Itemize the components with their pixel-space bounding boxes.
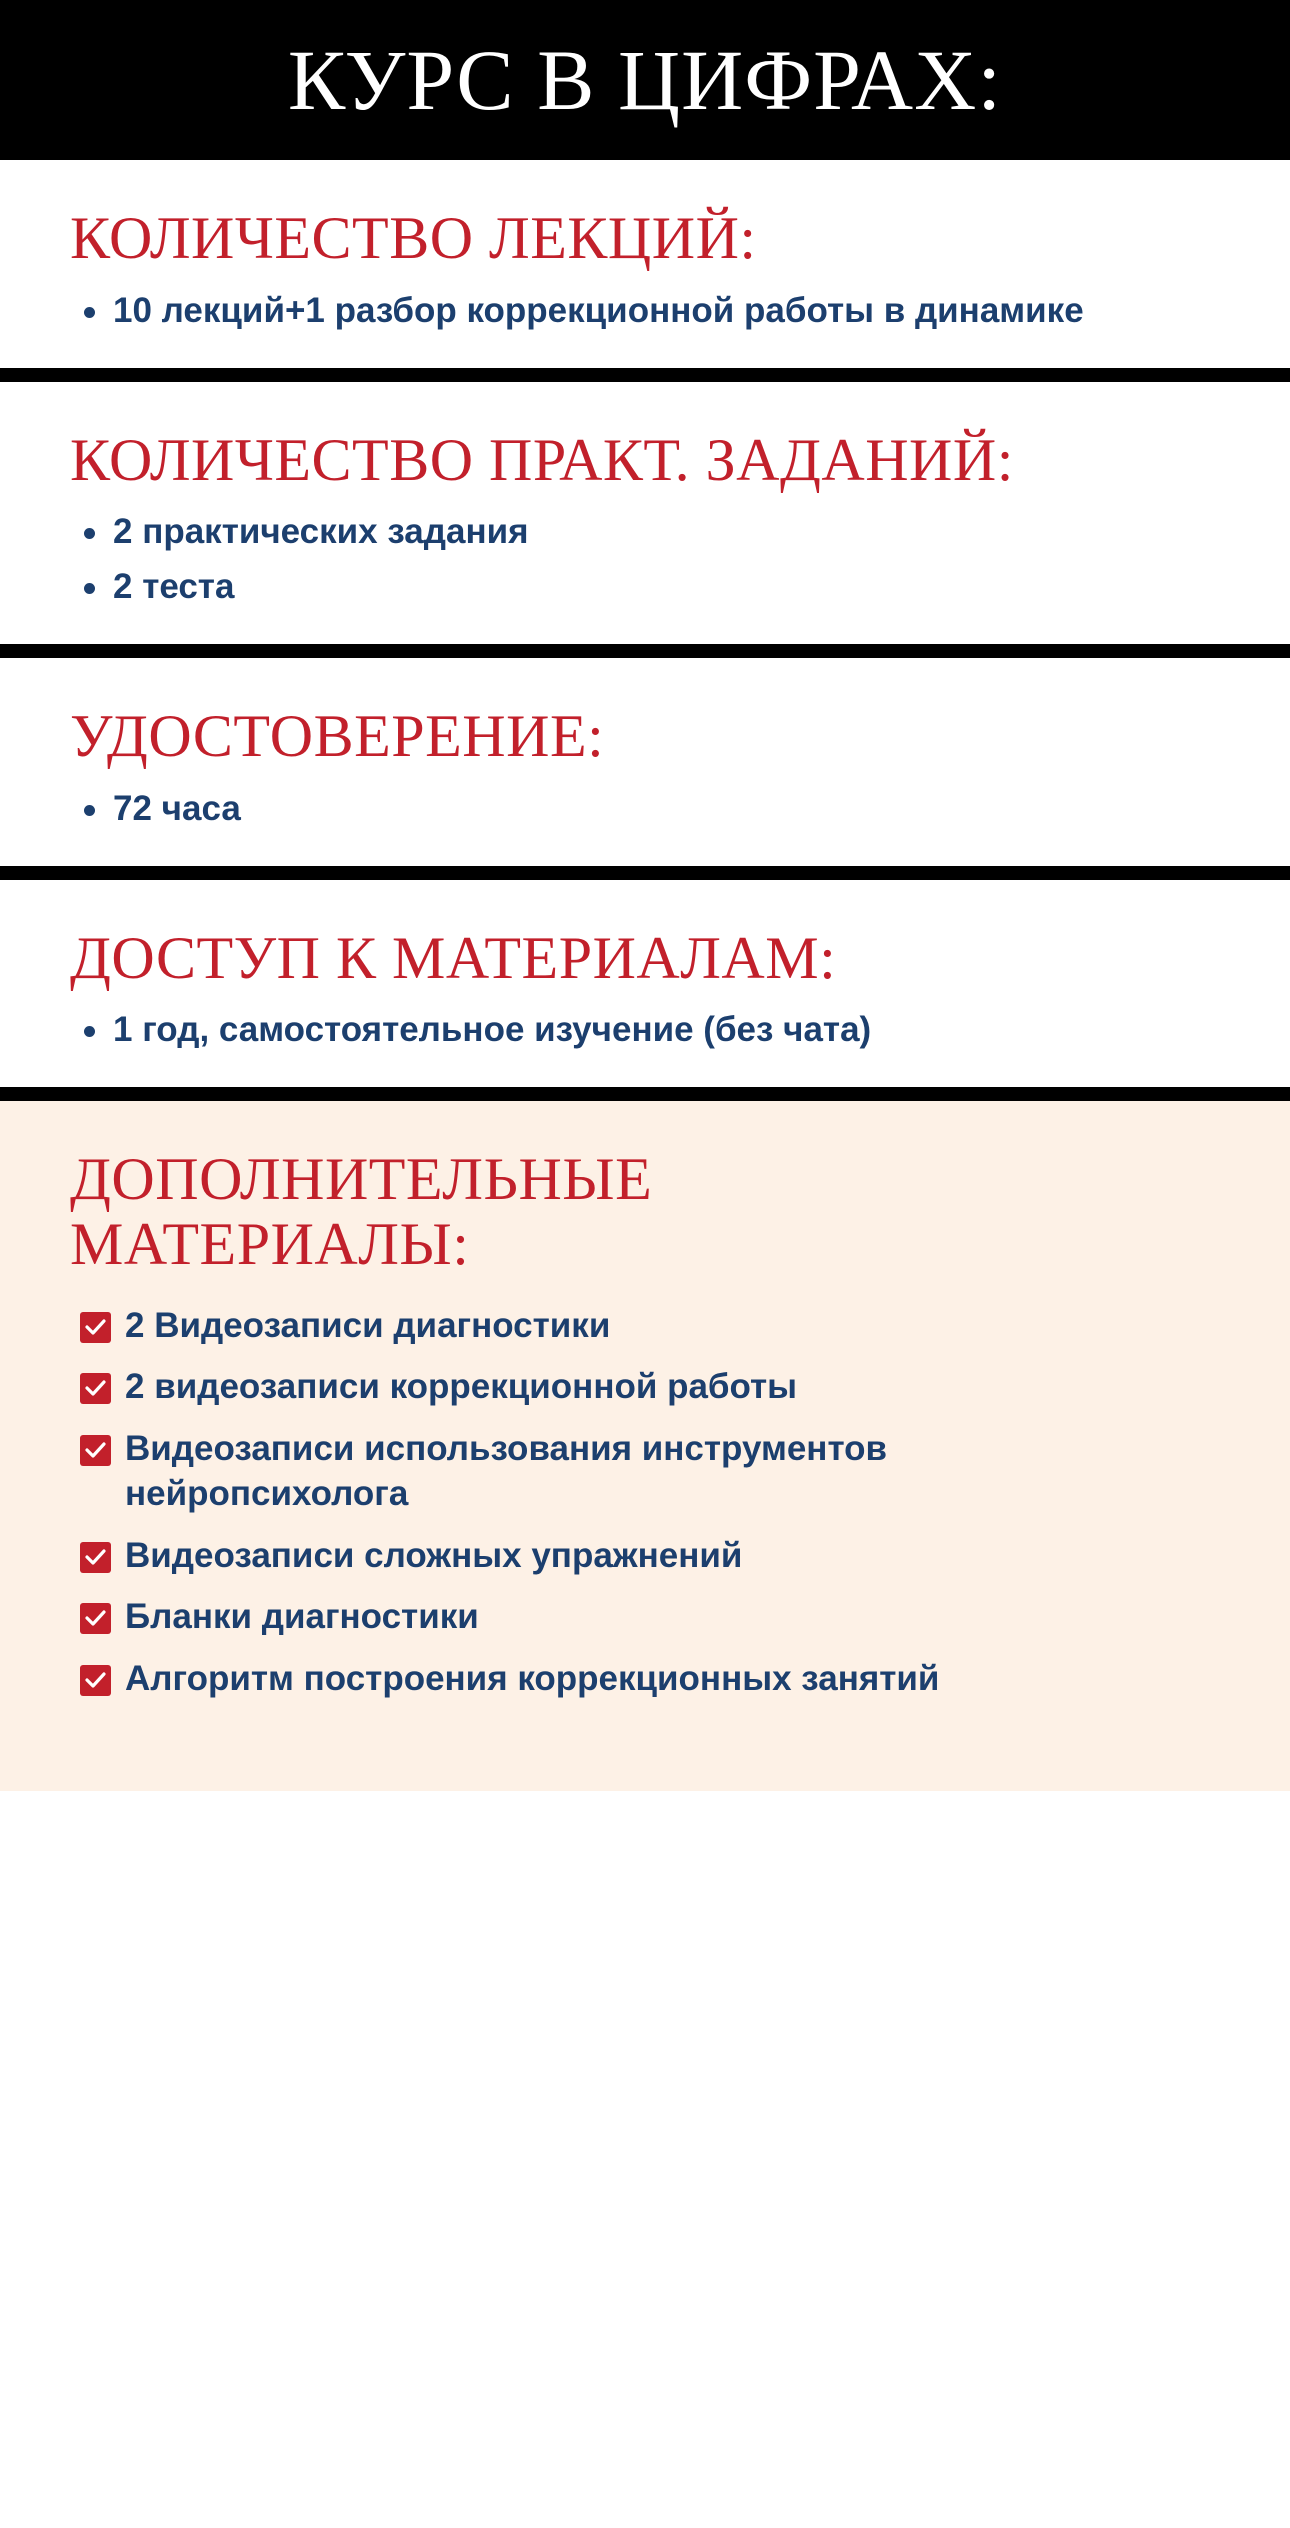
list-item-label: 1 год, самостоятельное изучение (без чата): [113, 1010, 872, 1050]
section-certificate: [0, 658, 1290, 866]
bullet-dot-icon: [84, 805, 95, 816]
list-item-label: Алгоритм построения коррекционных занятий: [125, 1658, 940, 1698]
check-icon: [80, 1312, 111, 1343]
list-item: [70, 1594, 1220, 1640]
section-lectures-count: [0, 160, 1290, 368]
section-title: УДОСТОВЕРЕНИЕ:: [70, 702, 605, 769]
list-item-label: Видеозаписи использования инструментов нейропсихолога: [125, 1428, 888, 1514]
list-item-label: 72 часа: [113, 788, 241, 828]
list-item-label: 2 видеозаписи коррекционной работы: [125, 1367, 798, 1407]
bullet-dot-icon: [84, 307, 95, 318]
check-icon: [80, 1542, 111, 1573]
section-practice-count: [0, 382, 1290, 644]
bullet-list: [70, 1008, 1220, 1053]
list-item: [70, 1008, 1220, 1053]
list-item: [70, 289, 1220, 334]
section-title: [70, 1147, 1220, 1277]
list-item-label: Бланки диагностики: [125, 1597, 479, 1637]
list-item-label: 2 теста: [113, 567, 235, 607]
check-icon: [80, 1373, 111, 1404]
section-title-line2: МАТЕРИАЛЫ:: [70, 1210, 470, 1277]
bullet-list: [70, 510, 1220, 610]
check-icon: [80, 1603, 111, 1634]
list-item: [70, 1426, 1220, 1517]
divider: [0, 644, 1290, 658]
list-item: [70, 1656, 1220, 1702]
check-icon: [80, 1665, 111, 1696]
list-item: [70, 787, 1220, 832]
divider: [0, 368, 1290, 382]
list-item: [70, 565, 1220, 610]
bullet-list: [70, 289, 1220, 334]
bullet-dot-icon: [84, 1026, 95, 1037]
list-item: [70, 1364, 1220, 1410]
section-title-line1: ДОПОЛНИТЕЛЬНЫЕ: [70, 1146, 653, 1213]
bullet-dot-icon: [84, 528, 95, 539]
divider: [0, 866, 1290, 880]
page-title: КУРС В ЦИФРАХ:: [287, 32, 1003, 128]
header-banner: [0, 0, 1290, 160]
bullet-list: [70, 787, 1220, 832]
section-title: ДОСТУП К МАТЕРИАЛАМ:: [70, 924, 837, 991]
check-icon: [80, 1435, 111, 1466]
divider: [0, 1087, 1290, 1101]
checklist: [70, 1303, 1220, 1702]
list-item-label: 10 лекций+1 разбор коррекционной работы в динамике: [113, 290, 1084, 330]
section-materials-access: [0, 880, 1290, 1088]
list-item-label: Видеозаписи сложных упражнений: [125, 1535, 743, 1575]
bullet-dot-icon: [84, 583, 95, 594]
list-item: [70, 1533, 1220, 1579]
list-item-label: 2 Видеозаписи диагностики: [125, 1305, 611, 1345]
section-title: КОЛИЧЕСТВО ЛЕКЦИЙ:: [70, 205, 757, 271]
section-extra-materials: [0, 1101, 1290, 1791]
list-item: [70, 510, 1220, 555]
section-title: КОЛИЧЕСТВО ПРАКТ. ЗАДАНИЙ:: [70, 426, 1014, 493]
list-item: [70, 1303, 1220, 1349]
list-item-label: 2 практических задания: [113, 512, 529, 552]
